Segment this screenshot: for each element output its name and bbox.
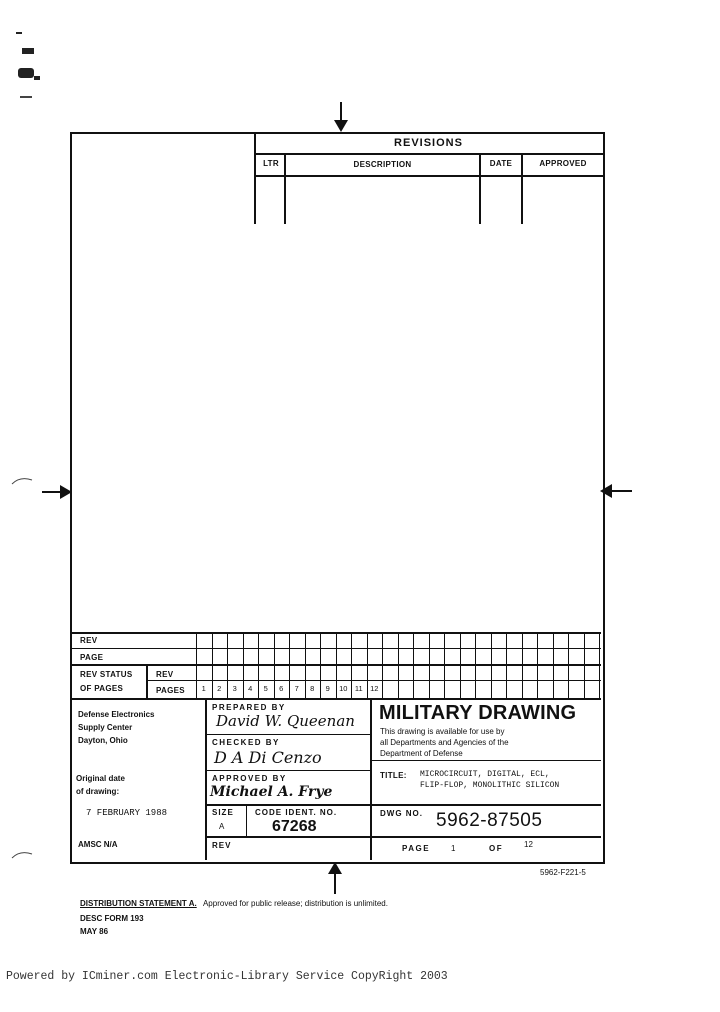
page-number-cell: 1 xyxy=(201,684,206,693)
grid-divider xyxy=(491,632,492,698)
page-number-cell: 5 xyxy=(263,684,268,693)
orig-date-value: 7 FEBRUARY 1988 xyxy=(86,808,168,818)
checked-signature: D A Di Cenzo xyxy=(214,748,322,767)
rev-box-label: REV xyxy=(212,841,232,850)
page-number-cell: 9 xyxy=(325,684,330,693)
military-drawing-heading: MILITARY DRAWING xyxy=(379,702,577,724)
center-mark-left-arrow xyxy=(42,483,72,501)
page-number-cell: 8 xyxy=(310,684,315,693)
page-number-cell: 11 xyxy=(354,684,363,693)
page-number-cell: 12 xyxy=(370,684,379,693)
page-number-cell: 2 xyxy=(217,684,222,693)
of-label: OF xyxy=(489,844,504,853)
page-value: 1 xyxy=(451,844,456,853)
grid-divider xyxy=(599,632,600,698)
rev-status-grid xyxy=(70,632,601,698)
col-approved: APPROVED xyxy=(539,159,587,168)
form-date: MAY 86 xyxy=(80,927,109,936)
dwg-no-label: DWG NO. xyxy=(380,809,423,818)
grid-divider xyxy=(398,632,399,698)
agency-line3: Dayton, Ohio xyxy=(78,736,128,745)
punch-mark-left xyxy=(10,476,34,486)
approved-label: APPROVED BY xyxy=(212,774,287,783)
grid-divider xyxy=(460,632,461,698)
col-description: DESCRIPTION xyxy=(353,160,412,169)
grid-divider xyxy=(382,632,383,698)
grid-divider xyxy=(506,632,507,698)
page-number-cell: 3 xyxy=(232,684,237,693)
page-number-cell: 7 xyxy=(294,684,299,693)
form-code: 5962-F221-5 xyxy=(540,868,586,877)
pages-small-label: PAGES xyxy=(156,686,185,695)
distribution-statement xyxy=(80,899,388,908)
code-ident-value: 67268 xyxy=(272,818,317,835)
grid-divider xyxy=(537,632,538,698)
grid-divider xyxy=(584,632,585,698)
title-line1: MICROCIRCUIT, DIGITAL, ECL, xyxy=(420,770,550,779)
col-date: DATE xyxy=(489,159,513,168)
orig-date-label1: Original date xyxy=(76,774,125,783)
title-line2: FLIP-FLOP, MONOLITHIC SILICON xyxy=(420,781,560,790)
total-pages-value: 12 xyxy=(524,840,533,849)
grid-divider xyxy=(429,632,430,698)
dwg-no-value: 5962-87505 xyxy=(436,810,543,831)
punch-mark-left xyxy=(10,850,34,860)
col-ltr: LTR xyxy=(263,159,279,168)
revisions-title: REVISIONS xyxy=(394,137,463,149)
orig-date-label2: of drawing: xyxy=(76,787,120,796)
of-pages-label: OF PAGES xyxy=(80,684,124,693)
rev-small-label: REV xyxy=(156,670,174,679)
grid-divider xyxy=(568,632,569,698)
page-number-cell: 4 xyxy=(248,684,253,693)
grid-divider xyxy=(475,632,476,698)
revisions-block xyxy=(254,132,603,224)
agency-line2: Supply Center xyxy=(78,723,133,732)
title-block xyxy=(70,698,601,860)
grid-divider xyxy=(413,632,414,698)
rev-row-label: REV xyxy=(80,636,98,645)
form-number: DESC FORM 193 xyxy=(80,914,144,923)
distribution-text: Approved for public release; distribution is unlimited. xyxy=(202,899,388,908)
size-label: SIZE xyxy=(212,808,234,817)
prepared-signature: David W. Queenan xyxy=(216,712,355,730)
approved-signature: Michael A. Frye xyxy=(210,784,333,800)
footer-copyright: Powered by ICminer.com Electronic-Library Service CopyRight 2003 xyxy=(6,970,448,983)
checked-label: CHECKED BY xyxy=(212,738,280,747)
availability-line3: Department of Defense xyxy=(380,749,463,758)
amsc: AMSC N/A xyxy=(78,840,118,849)
prepared-label: PREPARED BY xyxy=(212,703,286,712)
availability-line2: all Departments and Agencies of the xyxy=(380,738,509,747)
grid-divider xyxy=(444,632,445,698)
agency-line1: Defense Electronics xyxy=(78,710,155,719)
distribution-label: DISTRIBUTION STATEMENT A. xyxy=(80,899,197,908)
page-number-cell: 10 xyxy=(339,684,348,693)
code-ident-label: CODE IDENT. NO. xyxy=(255,808,338,817)
center-mark-top-arrow xyxy=(332,102,350,132)
page-number-cell: 6 xyxy=(279,684,284,693)
rev-status-label: REV STATUS xyxy=(80,670,133,679)
availability-line1: This drawing is available for use by xyxy=(380,727,505,736)
grid-divider xyxy=(553,632,554,698)
scan-artifact xyxy=(14,30,54,110)
grid-divider xyxy=(522,632,523,698)
center-mark-bottom-arrow xyxy=(326,862,344,894)
page-row-label: PAGE xyxy=(80,653,104,662)
title-label: TITLE: xyxy=(380,771,407,780)
page-label: PAGE xyxy=(402,844,431,853)
size-value: A xyxy=(219,822,225,831)
